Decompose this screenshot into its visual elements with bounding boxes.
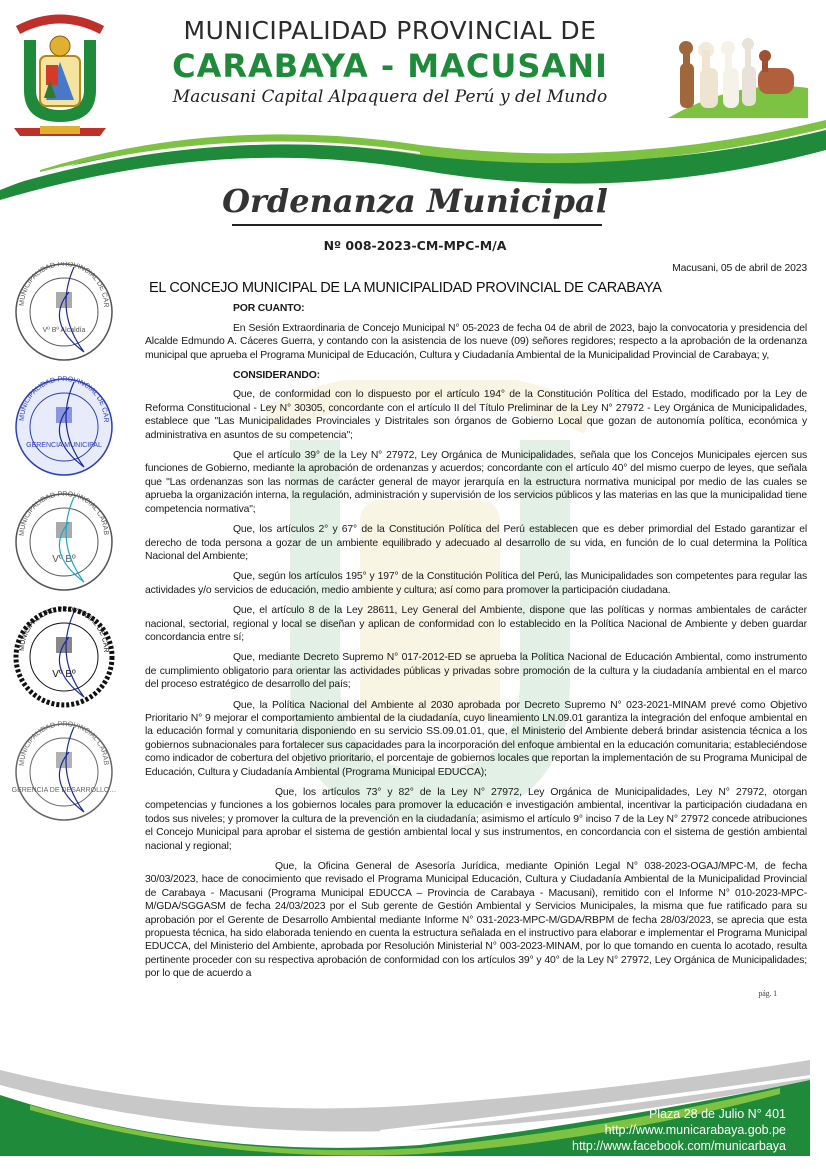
alpacas-image bbox=[668, 38, 808, 118]
por-cuanto-label: POR CUANTO: bbox=[233, 303, 305, 315]
considerando-paragraph: Que, de conformidad con lo dispuesto por el artículo 194° de la Constitución Política del Estado, modificado por la Ley de Reforma Constitucional - Ley N° 30305, concordante con el artículo II del Título Preliminar de la Ley N° 27972 - Ley Orgánica de Municipalidades, establece que "Las Municipalidades Provinciales y Distritales son órganos de Gobierno Local que gozan de autonomía política, económica y administrativa en asuntos de su competencia"; bbox=[145, 389, 807, 441]
considerando-paragraph: Que, la Política Nacional del Ambiente al 2030 aprobada por Decreto Supremo N° 023-2021-MINAM prevé como Objetivo Prioritario N° 9 mejorar el comportamiento ambiental de la ciudadanía, cuyo lineamiento LN.09.01 garantiza la integración del enfoque ambiental en la educación formal y comunitaria disponiendo en su servicio SS.09.01.01, que, el Ministerio del Ambiente deberá brindar asistencia técnica a los gobiernos subnacionales para fortalecer sus capacidades para la incorporación del enfoque ambiental en la educación comunitaria; estableciéndose como indicador de cobertura del objetivo prioritario, el porcentaje de gobiernos locales que reportan la implementación de su Programa Municipal de Educación, Cultura y Ciudadanía Ambiental (Programa Municipal EDUCCA); bbox=[145, 699, 807, 778]
document-date: Macusani, 05 de abril de 2023 bbox=[672, 263, 807, 274]
considerando-paragraph: Que, mediante Decreto Supremo N° 017-2012-ED se aprueba la Política Nacional de Educación Ambiental, como instrumento de cumplimiento obligatorio para orientar las actividades públicas y privadas sobre promoción de la cultura y la ciudadanía ambiental en el marco del proceso estratégico de desarrollo del país; bbox=[145, 652, 807, 691]
page-number: pág. 1 bbox=[758, 988, 777, 998]
stamp-center-text: Vº Bº bbox=[52, 669, 76, 680]
considerando-paragraph: Que, los artículos 2° y 67° de la Constitución Política del Perú establecen que es deber primordial del Estado garantizar el derecho de toda persona a gozar de un ambiente equilibrado y adecuado al desarrollo de su vida, en función de lo cual determina la Política Nacional del Ambiente; bbox=[145, 524, 807, 562]
header-motto: Macusani Capital Alpaquera del Perú y del Mundo bbox=[172, 87, 608, 107]
footer-address: Plaza 28 de Julio N° 401 bbox=[648, 1107, 786, 1121]
stamp-ring-text: MUNICIPALIDAD PROVINCIAL CARAB bbox=[18, 490, 110, 537]
stamp-ring-text: MUNICIPALIDAD PROVINCIAL CARAB bbox=[18, 720, 110, 767]
footer-website-link[interactable]: http://www.municarabaya.gob.pe bbox=[604, 1123, 786, 1137]
stamp-ring-text: MUNICIPALIDAD PROVINCIAL DE CAR bbox=[18, 375, 110, 423]
stamp-center-text: Vº Bº bbox=[52, 554, 76, 565]
stamp-center-text: Vº Bº Alcaldía bbox=[42, 327, 86, 334]
document-title: Ordenanza Municipal bbox=[222, 182, 608, 220]
stamps-column bbox=[8, 262, 120, 837]
stamp-center-text: GERENCIA DE DESARROLLO… bbox=[11, 787, 117, 794]
por-cuanto-paragraph: En Sesión Extraordinaria de Concejo Municipal N° 05-2023 de fecha 04 de abril de 2023, bajo la convocatoria y presidencia del Alcalde Edmundo A. Cáceres Guerra, y contando con la asistencia de los nueve (09) señores regidores; respecto a la aprobación de la ordenanza municipal que aprueba el Programa Municipal de Educación, Cultura y Ciudadanía Ambiental de la Municipalidad Provincial de Carabaya; y, bbox=[145, 322, 807, 361]
title-underline bbox=[232, 224, 602, 226]
footer-facebook-link[interactable]: http://www.facebook.com/municarbaya bbox=[572, 1139, 786, 1153]
considerando-paragraph: Que, los artículos 73° y 82° de la Ley N° 27972, Ley Orgánica de Municipalidades, Ley N° 27972, otorgan competencias y funciones a los gobiernos locales para promover la educación e investigación ambiental, incentivar la participación ciudadana en todos sus niveles; y promover la cultura de la prevención en la ciudadanía; asimismo el artículo 9° inciso 7 de la Ley N° 27972 concede atribuciones el Concejo Municipal para aprobar el sistema de gestión ambiental local y sus instrumentos, en concordancia con el sistema de gestión ambiental nacional y regional; bbox=[145, 787, 807, 852]
header-title-line1: MUNICIPALIDAD PROVINCIAL DE bbox=[183, 16, 597, 45]
council-heading: EL CONCEJO MUNICIPAL DE LA MUNICIPALIDAD PROVINCIAL DE CARABAYA bbox=[149, 280, 662, 297]
header-title-line2: CARABAYA - MACUSANI bbox=[172, 47, 608, 85]
considerando-label: CONSIDERANDO: bbox=[233, 370, 320, 382]
stamp-center-text: GERENCIA MUNICIPAL bbox=[26, 442, 102, 449]
stamp-ring-text: MUNICIPALIDAD PROVINCIAL DE CAR bbox=[18, 605, 110, 653]
document-number: Nº 008-2023-CM-MPC-M/A bbox=[323, 238, 507, 253]
stamp-seal bbox=[8, 262, 112, 360]
stamp-ring-text: MUNICIPALIDAD PROVINCIAL DE CAR bbox=[18, 262, 110, 308]
considerando-paragraph: Que, el artículo 8 de la Ley 28611, Ley General del Ambiente, dispone que las políticas y normas ambientales de carácter nacional, sectorial, regional y local se diseñan y aplican de conformidad con lo establecido en la Política Nacional de Ambiente y deben guardar concordancia entre sí; bbox=[145, 605, 807, 643]
document-body bbox=[145, 262, 807, 1000]
considerando-paragraph: Que, la Oficina General de Asesoría Jurídica, mediante Opinión Legal N° 038-2023-OGAJ/MPC-M, de fecha 30/03/2023, hace de conocimiento que revisado el Programa Municipal Educación, Cultura y Ciudadanía Ambiental de la Municipalidad Provincial de Carabaya - Macusani (Programa Municipal EDUCCA – Provincia de Carabaya - Macusani), remitido con el Informe N° 010-2023-MPC-M/GDA/SGGASM de fecha 24/03/2023 por el Sub gerente de Gestión Ambiental y Servicios Municipales, la misma que fue ratificado para su aprobación por el Gerente de Desarrollo Ambiental mediante Informe N° 031-2023-MPC-M/GDA/RBPM de fecha 28/03/2023, se aprecia que esta propuesta técnica, ha sido elaborada teniendo en cuenta la estructura señalada en el instructivo para elaborar e implementar el Programa Municipal EDUCCA, del Ministerio del Ambiente, aprobada por Resolución Ministerial N° 003-2023-MINAM, por lo que tomando en cuenta lo acotado, resulta pertinente proceder con su respectiva aprobación de conformidad con los artículos 39° y 40° de la Ley N° 27972, Ley Orgánica de Municipalidades; por lo que de acuerdo a bbox=[145, 861, 807, 980]
official-stamps bbox=[8, 262, 120, 832]
footer-contact bbox=[572, 1106, 786, 1154]
considerando-paragraph: Que, según los artículos 195° y 197° de la Constitución Política del Perú, las Municipalidades son competentes para regular las actividades y/o servicios de educación, medio ambiente y cultura; así como para promover la participación ciudadana. bbox=[145, 571, 807, 596]
considerando-paragraph: Que el artículo 39° de la Ley N° 27972, Ley Orgánica de Municipalidades, señala que los Concejos Municipales ejercen sus funciones de Gobierno, mediante la aprobación de ordenanzas y acuerdos; concordante con el artículo 40° del mismo cuerpo de leyes, que señala que "Las ordenanzas son las normas de carácter general de mayor jerarquía en la estructura normativa municipal por medio de las cuales se aprueba la organización interna, la regulación, administración y supervisión de los servicios públicos y las materias en las que la municipalidad tiene competencia normativa"; bbox=[145, 450, 807, 515]
considerandos-list bbox=[145, 388, 807, 980]
